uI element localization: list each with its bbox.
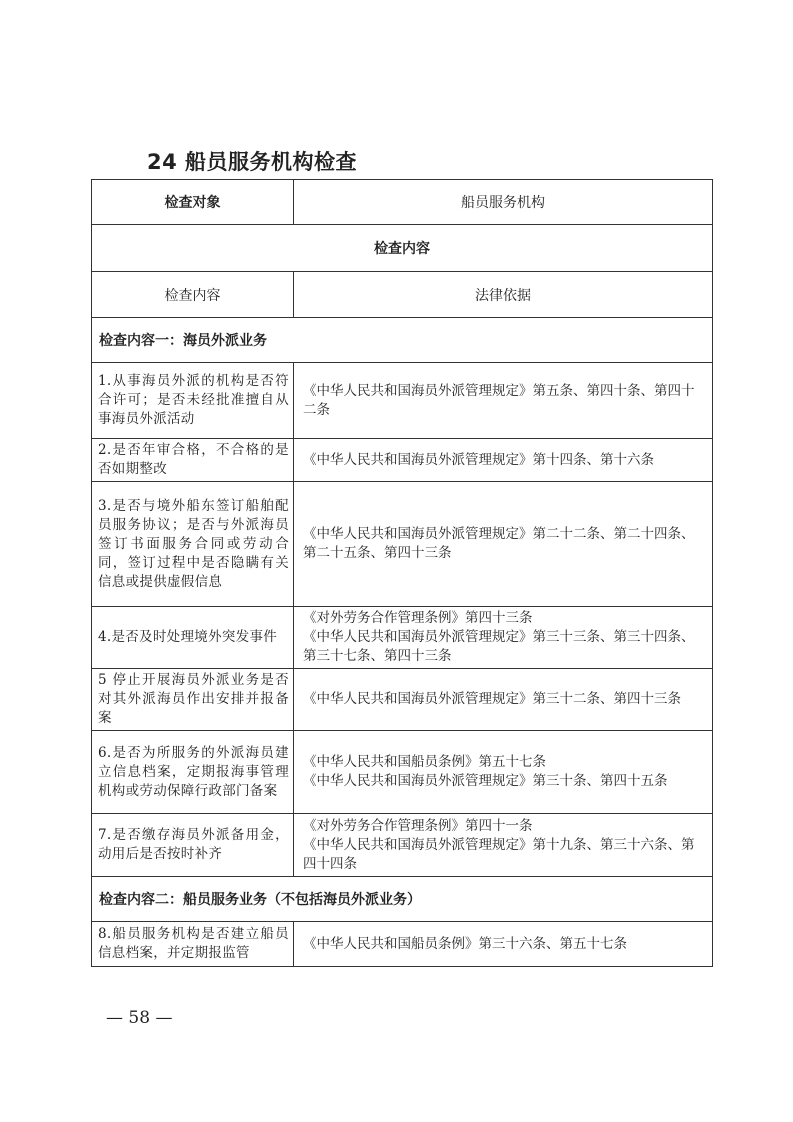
legal-basis	[294, 922, 713, 967]
legal-basis-line: 《对外劳务合作管理条例》第四十三条	[303, 610, 533, 626]
legal-basis	[294, 482, 713, 607]
check-item: 2.是否年审合格，不合格的是否如期整改	[92, 439, 294, 482]
check-item: 7.是否缴存海员外派备用金，动用后是否按时补齐	[92, 814, 294, 877]
section-row	[92, 318, 713, 363]
legal-basis-line: 《中华人民共和国船员条例》第三十六条、第五十七条	[303, 935, 627, 952]
table-row	[92, 814, 713, 877]
legal-basis	[294, 814, 713, 877]
content-heading: 检查内容	[92, 225, 713, 272]
inspection-table	[91, 179, 713, 967]
table-row	[92, 669, 713, 731]
legal-basis-line: 《中华人民共和国海员外派管理规定》第三十三条、第三十四条、第三十七条、第四十三条	[303, 629, 695, 664]
table-row	[92, 922, 713, 967]
table-row	[92, 607, 713, 669]
table-row	[92, 482, 713, 607]
check-item: 3.是否与境外船东签订船舶配员服务协议；是否与外派海员签订书面服务合同或劳动合同，签订过程中是否隐瞒有关信息或提供虚假信息	[92, 482, 294, 607]
check-item: 1.从事海员外派的机构是否符合许可；是否未经批准擅自从事海员外派活动	[92, 363, 294, 439]
legal-basis-line: 《中华人民共和国海员外派管理规定》第三十条、第四十五条	[303, 773, 668, 789]
table-row	[92, 731, 713, 814]
legal-basis	[294, 607, 713, 669]
legal-basis-line: 《中华人民共和国海员外派管理规定》第十九条、第三十六条、第四十四条	[303, 836, 695, 872]
legal-basis	[294, 731, 713, 814]
legal-basis-line: 《中华人民共和国海员外派管理规定》第十四条、第十六条	[303, 451, 654, 468]
column-header-content: 检查内容	[92, 272, 294, 318]
section-row	[92, 877, 713, 922]
check-item: 5 停止开展海员外派业务是否对其外派海员作出安排并报备案	[92, 669, 294, 731]
legal-basis	[294, 439, 713, 482]
content-heading-row	[92, 225, 713, 272]
legal-basis	[294, 669, 713, 731]
legal-basis	[294, 363, 713, 439]
page-number: — 58 —	[106, 1008, 173, 1028]
legal-basis-line: 《中华人民共和国海员外派管理规定》第三十二条、第四十三条	[303, 691, 681, 707]
table-row	[92, 363, 713, 439]
column-header-basis: 法律依据	[294, 272, 713, 318]
check-item: 4.是否及时处理境外突发事件	[92, 607, 294, 669]
check-item: 8.船员服务机构是否建立船员信息档案，并定期报监管	[92, 922, 294, 967]
section-title: 检查内容一：海员外派业务	[92, 318, 713, 363]
section-title: 检查内容二：船员服务业务（不包括海员外派业务）	[92, 877, 713, 922]
page-title: 24 船员服务机构检查	[147, 150, 358, 174]
check-item: 6.是否为所服务的外派海员建立信息档案，定期报海事管理机构或劳动保障行政部门备案	[92, 731, 294, 814]
table-row	[92, 439, 713, 482]
legal-basis-line: 《中华人民共和国海员外派管理规定》第二十二条、第二十四条、第二十五条、第四十三条	[303, 526, 695, 561]
column-header-row	[92, 272, 713, 318]
object-label: 检查对象	[92, 180, 294, 225]
legal-basis-line: 《中华人民共和国海员外派管理规定》第五条、第四十条、第四十二条	[303, 382, 695, 418]
object-value: 船员服务机构	[294, 180, 713, 225]
legal-basis-line: 《中华人民共和国船员条例》第五十七条	[303, 754, 546, 770]
object-row	[92, 180, 713, 225]
legal-basis-line: 《对外劳务合作管理条例》第四十一条	[303, 817, 533, 834]
